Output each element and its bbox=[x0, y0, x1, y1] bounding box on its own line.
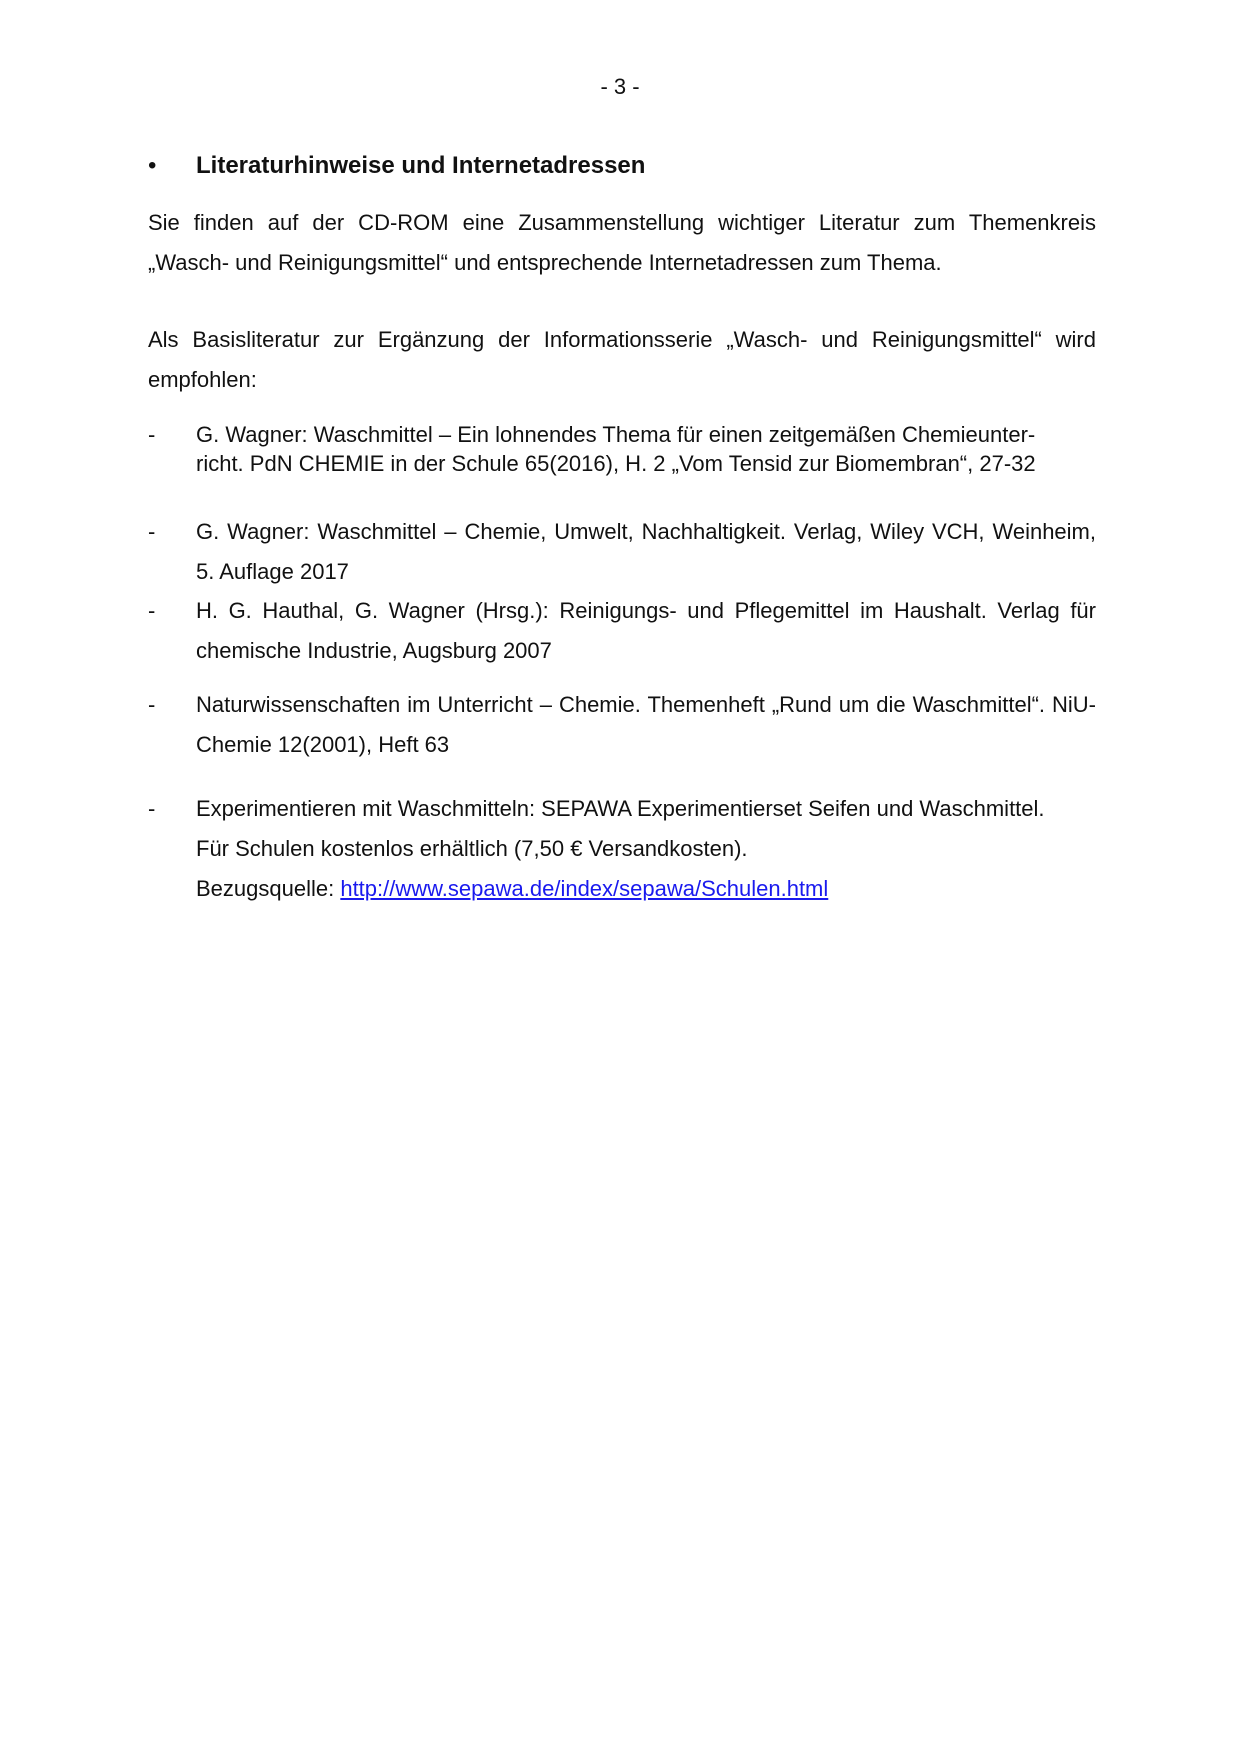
reference-line: G. Wagner: Waschmittel – Ein lohnendes Thema für einen zeitgemäßen Chemieunter- bbox=[196, 422, 1036, 447]
sepawa-link[interactable]: http://www.sepawa.de/index/sepawa/Schulen.html bbox=[340, 876, 829, 901]
reference-text: H. G. Hauthal, G. Wagner (Hrsg.): Reinigungs- und Pflegemittel im Haushalt. Verlag für chemische Industrie, Augsburg 2007 bbox=[196, 598, 1096, 663]
section-heading-text: Literaturhinweise und Internetadressen bbox=[196, 152, 646, 179]
list-dash: - bbox=[148, 796, 156, 821]
reference-text bbox=[196, 420, 1096, 478]
basis-literature-paragraph: Als Basisliteratur zur Ergänzung der Informationsserie „Wasch- und Reinigungsmittel“ wird empfohlen: bbox=[148, 327, 1096, 392]
list-dash: - bbox=[148, 598, 156, 623]
source-label: Bezugsquelle: bbox=[196, 876, 341, 901]
reference-line: Experimentieren mit Waschmitteln: SEPAWA Experimentierset Seifen und Waschmittel. bbox=[196, 796, 1045, 821]
reference-text: Naturwissenschaften im Unterricht – Chemie. Themenheft „Rund um die Waschmittel“. NiU-Chemie 12(2001), Heft 63 bbox=[196, 692, 1096, 757]
reference-source bbox=[196, 869, 1096, 909]
reference-line: richt. PdN CHEMIE in der Schule 65(2016), H. 2 „Vom Tensid zur Biomembran“, 27-32 bbox=[196, 451, 1036, 476]
intro-paragraph: Sie finden auf der CD-ROM eine Zusammenstellung wichtiger Literatur zum Themenkreis „Wasch- und Reinigungsmittel“ und entsprechende Internetadressen zum Thema. bbox=[148, 210, 1096, 275]
list-dash: - bbox=[148, 692, 156, 717]
page-number: - 3 - bbox=[600, 74, 640, 99]
reference-line: Für Schulen kostenlos erhältlich (7,50 € Versandkosten). bbox=[196, 836, 748, 861]
reference-text: G. Wagner: Waschmittel – Chemie, Umwelt, Nachhaltigkeit. Verlag, Wiley VCH, Weinheim, 5. Auflage 2017 bbox=[196, 519, 1096, 584]
reference-text bbox=[196, 789, 1096, 909]
list-dash: - bbox=[148, 519, 156, 544]
list-dash: - bbox=[148, 422, 156, 447]
bullet-icon: • bbox=[148, 152, 157, 179]
